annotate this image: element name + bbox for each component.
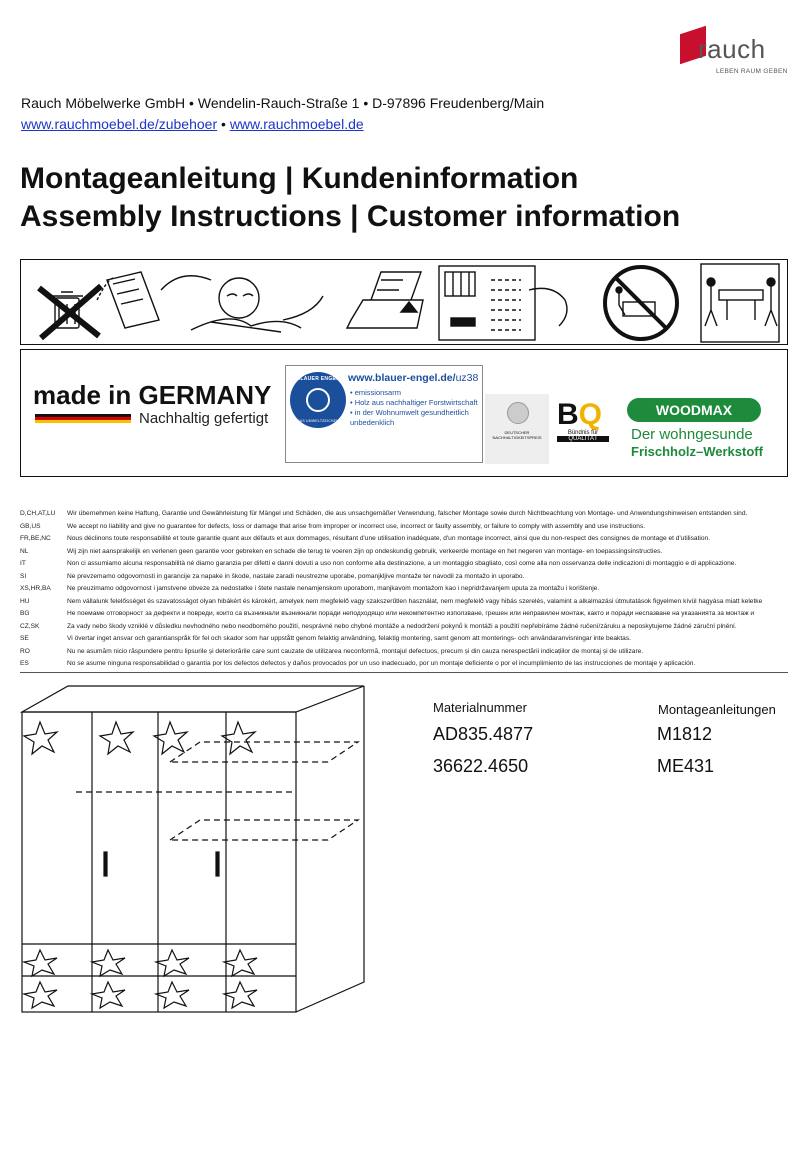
material-number-heading: Materialnummer	[433, 700, 527, 715]
bq-letters: BQ	[557, 398, 603, 431]
disclaimer-text: Vi övertar inget ansvar och garantianspråk för fel och skador som har uppstått genom felaktig användning, felaktig montering, samt genom att monterings- och användaranvisningar inte beaktas.	[67, 635, 631, 642]
disclaimer-country-code: RO	[20, 647, 30, 655]
booklet-icon	[97, 272, 159, 328]
disclaimer-text: Nous déclinons toute responsabilité et toute garantie quant aux défauts et aux dommages, résultant d'une utilisation inadéquate, d'un montage incorrect, ainsi que du non-respect des consignes de montage et d'utilisation.	[67, 535, 711, 542]
page-title-en: Assembly Instructions | Customer information	[20, 200, 681, 233]
disclaimer-row	[20, 621, 790, 634]
website-link[interactable]: www.rauchmoebel.de	[229, 116, 364, 132]
disclaimer-country-code: SI	[20, 572, 27, 580]
disclaimer-country-code: CZ,SK	[20, 622, 40, 630]
no-dragging-icon	[605, 267, 677, 339]
bq-badge	[557, 400, 609, 458]
material-number: 36622.4650	[433, 756, 529, 776]
wardrobe-drawing	[20, 682, 406, 1044]
disclaimer-text: Nu ne asumăm nicio răspundere pentru lipsurile și deteriorările care sunt cauzate de utilizarea neconformă, montajul defectuos, precum și din cauza nerespectării indicațiilor de montaj și de utilizare.	[67, 647, 644, 655]
blauer-engel-points	[350, 388, 480, 428]
material-number: AD835.4877	[433, 724, 534, 744]
disclaimer-country-code: HU	[20, 597, 30, 605]
disclaimer-country-code: FR,BE,NC	[20, 535, 51, 542]
disclaimer-text: Non ci assumiamo alcuna responsabilità né diamo garanzia per difetti e danni dovuti a uso non conforme alla destinazione, a un montaggio sbagliato, così come alla non osservanza delle indicazioni di montaggio e di applicazione.	[67, 560, 737, 567]
disclaimer-text: Wir übernehmen keine Haftung, Garantie und Gewährleistung für Mängel und Schäden, die aus unsachgemäßer Verwendung, falscher Montage sowie durch Nichtbeachtung von Montage- und Anwendungshinweisen entstanden sind.	[67, 510, 748, 517]
logo-tagline: LEBEN RAUM GEBEN	[716, 68, 788, 75]
instruction-number: ME431	[657, 756, 715, 776]
blauer-engel-point: • Holz aus nachhaltiger Forstwirtschaft	[350, 398, 478, 407]
disclaimer-text: Nem vállalunk felelősséget és szavatosságot olyan hibákért és károkért, amelyek nem megfelelő vagy szakszerűtlen használat, nem megfelelő vagy hibás szerelés, valamint a alkalmazási útmutatások figyelmen kívül hagyása miatt keletke	[67, 597, 763, 605]
brand-logo	[676, 28, 788, 80]
disclaimer-country-code: BG	[20, 610, 30, 617]
disclaimer-row	[20, 596, 790, 609]
disclaimer-row	[20, 608, 790, 621]
disclaimer-country-code: NL	[20, 547, 29, 555]
disclaimer-row	[20, 558, 790, 571]
disclaimer-row	[20, 646, 790, 659]
company-address: Rauch Möbelwerke GmbH • Wendelin-Rauch-Straße 1 • D-97896 Freudenberg/Main	[21, 95, 545, 111]
section-divider	[20, 672, 788, 673]
woodmax-line2: Frischholz–Werkstoff	[631, 444, 763, 459]
woodmax-line1: Der wohngesunde	[631, 426, 753, 443]
link-separator: •	[217, 116, 230, 132]
disclaimer-row	[20, 583, 790, 596]
woodmax-logo: WOODMAX	[627, 398, 761, 422]
disclaimer-text: We accept no liability and give no guarantee for defects, loss or damage that arise from improper or incorrect use, incorrect or faulty assembly, or failure to comply with assembly and use instructions.	[67, 522, 646, 530]
disclaimer-list	[20, 508, 790, 671]
disclaimer-row	[20, 658, 790, 671]
disclaimer-row	[20, 508, 790, 521]
disclaimer-text: Wij zijn niet aansprakelijk en verlenen geen garantie voor gebreken en schade die terug te voeren zijn op ondeskundig gebruik, verkeerde montage en het negeren van montage- en toepassingsinstructies.	[67, 547, 663, 555]
pictogram-strip	[21, 260, 789, 346]
bq-sub2: QUALITÄT	[557, 436, 609, 442]
blauer-engel-point: • in der Wohnumwelt gesundheitlich unbedenklich	[350, 408, 469, 427]
blauer-engel-seal-sub: DAS UMWELTZEICHEN	[297, 419, 339, 423]
made-in-germany-label: made in GERMANY	[33, 380, 272, 410]
no-trash-icon	[39, 286, 101, 338]
made-in-germany-sub: Nachhaltig gefertigt	[139, 410, 269, 427]
disclaimer-country-code: GB,US	[20, 522, 41, 530]
blauer-engel-seal-label: BLAUER ENGEL	[296, 376, 340, 382]
german-flag-stripe-icon	[35, 414, 131, 424]
disclaimer-row	[20, 546, 790, 559]
disclaimer-country-code: ES	[20, 660, 29, 667]
award-medal-icon	[507, 402, 529, 424]
blauer-engel-seal-icon	[290, 372, 346, 428]
disclaimer-country-code: D,CH,AT,LU	[20, 510, 56, 517]
wardrobe-illustration	[20, 682, 406, 1044]
disclaimer-text: Не поемаме отговорност за дефекти и повреди, които са възникнали възникнали поради неподходящо или некомпетентно използване, грешен или неправилен монтаж, както и поради неспазване на указанията за монтаж и	[67, 610, 755, 617]
disclaimer-country-code: SE	[20, 635, 29, 642]
blauer-engel-box	[285, 365, 483, 463]
disclaimer-country-code: XS,HR,BA	[20, 585, 51, 592]
sustainability-award	[485, 394, 549, 464]
certification-banner	[20, 349, 788, 477]
assembly-sheet-icon	[439, 266, 567, 340]
bq-sub1: Bündnis für	[567, 430, 599, 436]
instruction-number: M1812	[657, 724, 713, 744]
blauer-engel-point: • emissionsarm	[350, 388, 401, 397]
disclaimer-row	[20, 533, 790, 546]
disclaimer-row	[20, 633, 790, 646]
instruction-pictograms	[20, 259, 788, 345]
disclaimer-row	[20, 521, 790, 534]
disclaimer-text: Za vady nebo škody vzniklé v důsledku nevhodného nebo neodborného použití, nesprávné nebo chybné montáže a nedodržení pokynů k montáži a použití nepřebíráme žádné ručení/záruku a neposkytujeme žádné záruční plnění.	[67, 622, 737, 630]
disclaimer-text: Ne prevzemamo odgovornosti in garancije za napake in škode, nastale zaradi neustrezne uporabe, pomanjkljive montaže ter navodil za montažo in uporabo.	[67, 572, 525, 580]
disclaimer-country-code: IT	[20, 560, 26, 567]
accessories-link[interactable]: www.rauchmoebel.de/zubehoer	[21, 116, 218, 132]
folder-icon	[347, 272, 423, 328]
disclaimer-row	[20, 571, 790, 584]
blauer-engel-url: www.blauer-engel.de/uz38	[348, 372, 479, 384]
page-title-de: Montageanleitung | Kundeninformation	[20, 162, 579, 195]
disclaimer-text: No se asume ninguna responsabilidad o garantía por los defectos defectos y daños provocados por un uso inadecuado, por un montaje deficiente o por el incumplimiento de las instrucciones de montaje y aplicación.	[67, 660, 696, 667]
star-marker-icon	[24, 722, 257, 1008]
person-reading-icon	[161, 276, 323, 332]
award-label: DEUTSCHER NACHHALTIGKEITSPREIS	[492, 430, 542, 440]
two-people-carry-icon	[701, 264, 779, 342]
logo-wordmark: rauch	[698, 34, 766, 64]
assembly-instructions-heading: Montageanleitungen	[658, 702, 776, 717]
website-links	[21, 116, 364, 132]
disclaimer-text: Ne preuzimamo odgovornost i jamstvene obveze za nedostatke i štete nastale nenamjenskom uporabom, manjkavom montažom kao i nepridržavanjem uputa za montažu i korištenje.	[67, 585, 600, 592]
